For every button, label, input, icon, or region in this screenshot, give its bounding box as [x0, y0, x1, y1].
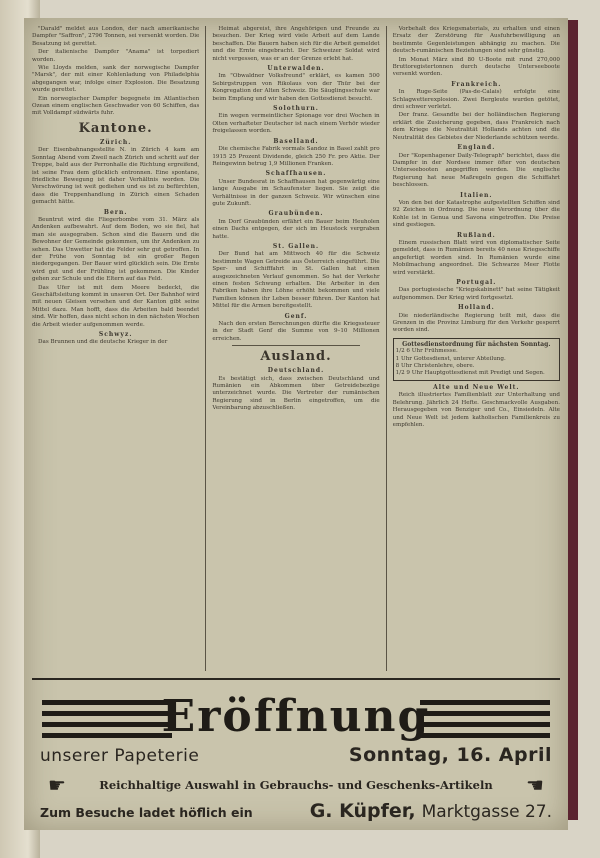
article-stgallen: Der Bund hat am Mittwoch 40 für die Schweiz bestimmte Wagen Getreide aus Österreich eingeführt. Die Sper- und Schifffahrt in St. Gallen hat einen ausgezeichneten Verlauf genommen. So hat der Verkehr einen festen Schwung erhalten. Die Arbeiter in den Fabriken haben ihre Löhne erhöht bekommen und viele Familien können ihr Leben besser führen. Der Kanton hat Mittel für die Armen bereitgestellt. — [212, 251, 380, 310]
church-service-line: 1/2 6 Uhr Frühmesse. — [395, 348, 458, 355]
subheading-frankreich: Frankreich. — [451, 80, 502, 88]
article-zurich: Der Eisenbahnangestellte N. in Zürich 4 kam am Sonntag Abend vom Zweil nach Zürich und schritt auf der Treppe, bald aus der Perronhalle die Richtung ergreifend, ist seine Frau dem glücklich entronnen. Eine spontane, friedliche Bewegung ist daher Verhältnis worden. Die Verschwörung ist weit gediehen und es ist zu befürchten, dass die Treppenhandlung in Zürich einen Schaden gemacht hätte. — [32, 147, 200, 206]
intro-paragraph: Ein norwegischer Dampfer begegnete im Atlantischen Ozean einem englischen Geschwader von 60 Schiffen, das mit Volldampf südwärts fuhr. — [32, 95, 200, 117]
subheading-zurich: Zürich. — [100, 138, 132, 146]
column-1 — [32, 26, 199, 671]
column-2 — [212, 26, 379, 671]
article-portugal: Das portugiesische "Kriegskabinett" hat seine Tätigkeit aufgenommen. Der Krieg wird fortgesetzt. — [392, 287, 560, 301]
ad-merchant-name: G. Küpfer, — [309, 800, 416, 822]
article-schaffhausen: Unser Bundesrat in Schaffhausen hat gegenwärtig eine lange Ausgabe im Schaufenster liegen. Sie zeigt die Verhältnisse in der ganzen Schweiz. Wir wünschen eine gute Zukunft. — [212, 178, 380, 207]
article-bern: Beuntrut wird die Fliegerbombe vom 31. März als Andenken aufbewahrt. Auf dem Boden, wo sie fiel, hat man sie ausgegraben. Schon sind die Bauern und die Bewohner der Gemeinde gekommen, um ihr Andenken zu sehen. Das Unwetter hat die Felder sehr gut getroffen. In der Frühe von Sonntag ist ein großer Regen niedergegangen. Der Bauer wird glücklich sein. Die Ernte wird gut und der Frühling ist gekommen. Die Kinder gehen zur Schule und die Eltern auf das Feld. — [32, 216, 200, 283]
subheading-alte-neue-welt: Alte und Neue Welt. — [433, 383, 520, 391]
article-bern-2: Das Ufer ist mit dem Meere bedeckt, die Geschäftsleitung kommt in unseren Ort. Der Bahnhof wird mit neuen Gleisen versehen und der Kanton gibt seine Mittel dazu. Man hofft, dass die Arbeiten bald beendet sind. Wir hoffen, dass nicht schon in den nächsten Wochen die Arbeit wieder aufgenommen werde. — [32, 284, 200, 328]
ad-address: Marktgasse 27. — [421, 802, 552, 822]
subheading-schaffhausen: Schaffhausen. — [265, 170, 327, 178]
ad-line-3 — [32, 774, 560, 796]
ad-invitation-text: Zum Besuche ladet höflich ein — [40, 805, 253, 820]
column-rule — [205, 26, 206, 671]
subheading-bern: Bern. — [103, 208, 128, 216]
ad-line-4 — [32, 800, 560, 822]
intro-paragraph: Der italienische Dampfer "Anama" ist torpediert worden. — [32, 49, 200, 63]
article-unterwalden: Im "Obwaldner Volksfreund" erklärt, es kamen 500 Sebirgstruppen von Rikolaus von der Thür bei der Kongregation der Alten Schweiz. Die Säuglingsschule war beim Empfang und wir haben den Gottesdienst besucht. — [212, 73, 380, 102]
advertisement — [32, 678, 560, 828]
article-england: Der "Kopenhagener Daily-Telegraph" berichtet, dass die Dampfer in der Nordsee immer öfter von deutschen Unterseebooten angegriffen werden. Die englische Regierung hat neue Maßregeln gegen die Schiffahrt beschlossen. — [392, 152, 560, 189]
article-frankreich-2: Der franz. Gesandte bei der holländischen Regierung erklärt die Zusicherung gegeben, dass Frankreich nach dem Kriege die Neutralität Hollands achten und die Neutralität des Gebietes der Niederlande schützen werde. — [392, 112, 560, 141]
subheading-england: England. — [457, 144, 496, 152]
intro-paragraph: "Darald" meldet aus London, der nach amerikanische Dampfer "Saffron", 2796 Tonnen, sei versenkt worden. Die Besatzung ist gerettet. — [32, 26, 200, 47]
church-service-box — [393, 338, 560, 381]
article-genf: Nach den ersten Berechnungen dürfte die Kriegssteuer in der Stadt Genf die Summe von 9–10 Millionen erreichen. — [212, 321, 380, 342]
ad-title-row — [32, 688, 560, 742]
subheading-italien: Italien. — [460, 191, 493, 199]
subheading-baselland: Baselland. — [273, 137, 319, 145]
article-solothurn: Ein wegen vermeintlicher Spionage vor drei Wochen in Olten verhafteter Deutscher ist nach einem Verhör wieder freigelassen worden. — [212, 113, 380, 135]
article-holland: Die niederländische Regierung teilt mit, dass die Grenzen in die Provinz Limburg für den Verkehr gesperrt worden sind. — [392, 312, 560, 334]
article-graubuenden: Im Dorf Graubünden erfährt ein Bauer beim Heuholen einen Dachs entgegen, der sich im Heustock vergraben hatte. — [212, 218, 380, 240]
subheading-deutschland: Deutschland. — [267, 367, 325, 375]
article-uboote: Im Monat März sind 80 U-Boote mit rund 270,000 Bruttoregistertonnen durch deutsche Unterseeboote versenkt worden. — [392, 56, 560, 78]
article-continued: Heimat abgereist, ihre Angehörigen und Freunde zu besuchen. Der Krieg wird viele Arbeit auf dem Lande beschaffen. Die Bauern haben sich für die Arbeit gemeldet und die Ernte eingebracht. Der Schweizer Soldat wird nicht vergessen, was er an der Grenze erlebt hat. — [212, 26, 380, 62]
pointing-hand-left-icon: ☚ — [526, 773, 544, 797]
article-baselland: Die chemische Fabrik vormals Sandoz in Basel zahlt pro 1915 25 Prozent Dividende, gleich 250 Fr. pro Aktie. Der Reingewinn betrug 1,9 Millionen Franken. — [212, 146, 380, 167]
subheading-solothurn: Solothurn. — [273, 105, 319, 113]
article-schwyz: Das Brunnen und die deutsche Krieger in der — [38, 339, 168, 346]
ad-title: Eröffnung — [161, 691, 431, 742]
ad-line-2 — [32, 744, 560, 766]
article-continued: Vorbehalt des Kriegsmaterials, zu erhalten und einen Ersatz der Zerstörung für Ausfuhrbewilligung an bestimmte Gegenleistungen abhängig zu machen. Die deutsch-rumänischen Beziehungen sind sehr günstig. — [392, 26, 560, 55]
subheading-genf: Genf. — [284, 312, 308, 320]
ad-shop-text: unserer Papeterie — [40, 746, 200, 766]
pointing-hand-right-icon: ☛ — [48, 773, 66, 797]
article-frankreich: In Ruge-Seite (Pas-de-Calais) erfolgte eine Schlagwetterexplosion. Zwei Bergleute wurden getötet, drei schwer verletzt. — [392, 89, 560, 111]
church-service-line: 1 Uhr Gottesdienst, unterer Abteilung. — [395, 355, 506, 362]
subheading-unterwalden: Unterwalden. — [267, 65, 325, 73]
subheading-portugal: Portugal. — [456, 279, 497, 286]
church-service-line: 1/2 9 Uhr Hauptgottesdienst mit Predigt und Segen. — [395, 370, 545, 377]
church-service-title: Gottesdienstordnung für nächsten Sonntag. — [402, 340, 551, 348]
section-heading-ausland: Ausland. — [260, 349, 332, 365]
column-rule — [386, 26, 387, 671]
column-3 — [393, 26, 560, 671]
section-heading-kantone: Kantone. — [78, 120, 153, 136]
article-italien: Von den bei der Katastrophe aufgestellten Schiffen sind 92 Zeichen in Ordnung. Die neue Verordnung über die Kohle ist in Genua und Savona eingetroffen. Die Preise sind gestiegen. — [392, 199, 560, 229]
intro-paragraph: Wie Lloyds melden, sank der norwegische Dampfer "Marsk", der mit einer Kohlenladung von Philadelphia abgegangen war, infolge einer Explosion. Die Besatzung wurde gerettet. — [32, 65, 200, 94]
subheading-russland: Rußland. — [456, 231, 496, 239]
subheading-stgallen: St. Gallen. — [272, 242, 320, 250]
subheading-holland: Holland. — [457, 304, 495, 312]
church-service-line: 8 Uhr Christenlehre, obere. — [395, 363, 475, 370]
article-alte-neue-welt: Reich illustriertes Familienblatt zur Unterhaltung und Belehrung. Jährlich 24 Hefte. Geschmackvolle Ausgaben. Herausgegeben von Benziger und Co., Einsiedeln. Alte und Neue Welt ist jedem katholischen Familienkreis zu empfehlen. — [392, 392, 560, 428]
ad-date-text: Sonntag, 16. April — [348, 744, 552, 766]
divider — [232, 345, 359, 346]
article-deutschland: Es bestätigt sich, dass zwischen Deutschland und Rumänien ein Abkommen über Getreidebezüge unterzeichnet wurde. Die Vertreter der rumänischen Regierung sind in Berlin eingetroffen, um die Vereinbarung abzuschließen. — [212, 375, 380, 412]
subheading-schwyz: Schwyz. — [98, 331, 133, 339]
article-russland: Einem russischen Blatt wird von diplomatischer Seite gemeldet, dass in Rumänien bereits 40 neue Kriegsschiffe angefertigt worden sind. In Rumänien wurde eine Mobilmachung angeordnet. Die Schwarze Meer Flotte wird verstärkt. — [392, 239, 560, 276]
newspaper-page — [24, 18, 568, 830]
text-columns — [32, 26, 560, 671]
subheading-graubuenden: Graubünden. — [268, 210, 324, 218]
ad-assortment-text: Reichhaltige Auswahl in Gebrauchs- und Geschenks-Artikeln — [99, 778, 493, 792]
